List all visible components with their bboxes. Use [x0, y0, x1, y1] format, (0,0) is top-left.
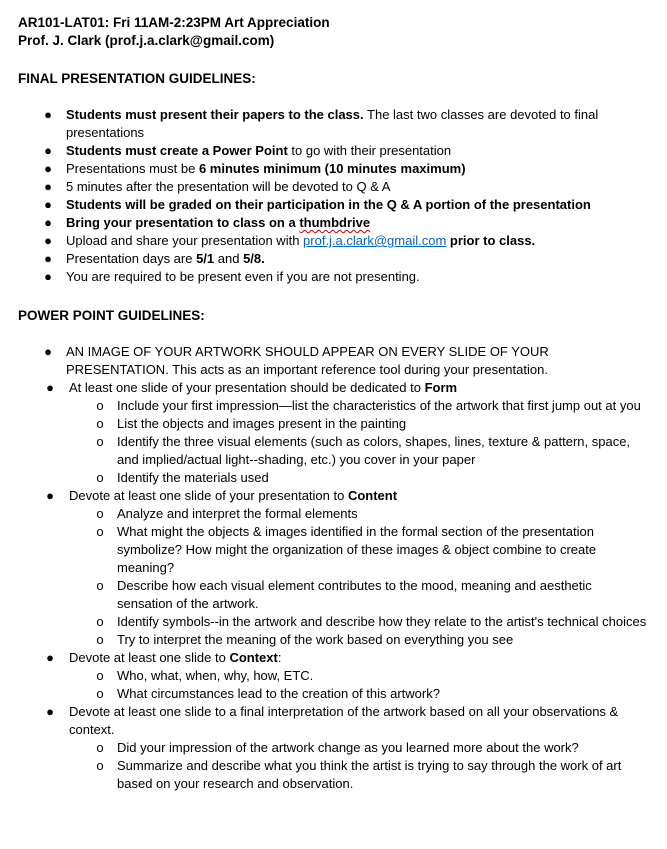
sub-list-item: [18, 685, 648, 703]
sub-list-item: [18, 757, 648, 793]
list-item: [18, 268, 648, 286]
bullet-icon: ●: [44, 161, 52, 176]
sub-item-text: Did your impression of the artwork change as you learned more about the work?: [117, 740, 579, 755]
item-bold-text: Students must create a Power Point: [66, 143, 288, 158]
circle-bullet-icon: o: [96, 506, 104, 521]
item-bold-text: Context: [229, 650, 278, 665]
item-bold-text: Students must present their papers to the class.: [66, 107, 364, 122]
sub-item-text: What might the objects & images identified in the formal section of the presentation symbolize? How might the organization of these images & object combine to create meaning?: [117, 524, 597, 575]
document-page: [18, 14, 648, 793]
circle-bullet-icon: o: [96, 668, 104, 683]
circle-bullet-icon: o: [96, 398, 104, 413]
bullet-icon: ●: [44, 269, 52, 284]
list-item: [18, 487, 648, 649]
item-text: :: [277, 650, 282, 665]
item-bold-text: 5/8.: [243, 251, 265, 266]
sub-item-text: List the objects and images present in the painting: [117, 416, 407, 431]
bullet-icon: ●: [44, 197, 52, 212]
item-text: and: [214, 251, 244, 266]
item-bold-text: Bring your presentation to class on a: [66, 215, 300, 230]
sub-item-text: Include your first impression—list the characteristics of the artwork that first jump out at you: [117, 398, 641, 413]
sub-list-item: [18, 415, 648, 433]
item-bold-text: Content: [347, 488, 398, 503]
interpretation-sublist: [69, 739, 648, 793]
sub-list-item: [18, 505, 648, 523]
form-sublist: [69, 397, 648, 487]
item-text: Presentation days are: [66, 251, 197, 266]
sub-list-item: [18, 433, 648, 469]
item-text: The last two classes are devoted to final presentations: [66, 107, 599, 140]
circle-bullet-icon: o: [96, 740, 104, 755]
item-bold-text: prior to class.: [449, 233, 536, 248]
circle-bullet-icon: o: [96, 434, 104, 449]
circle-bullet-icon: o: [96, 578, 104, 593]
bullet-icon: ●: [46, 380, 54, 395]
professor-line: Prof. J. Clark (prof.j.a.clark@gmail.com): [18, 33, 275, 48]
sub-item-text: Identify the materials used: [117, 470, 269, 485]
list-item: [18, 343, 648, 379]
list-item: [18, 649, 648, 703]
sub-item-text: Try to interpret the meaning of the work based on everything you see: [117, 632, 514, 647]
sub-list-item: [18, 631, 648, 649]
sub-item-text: Identify symbols--in the artwork and describe how they relate to the artist's technical choices: [117, 614, 647, 629]
item-text: Devote at least one slide of your presentation to: [69, 488, 348, 503]
sub-item-text: Analyze and interpret the formal elements: [117, 506, 358, 521]
bullet-icon: ●: [44, 215, 52, 230]
circle-bullet-icon: o: [96, 524, 104, 539]
sub-list-item: [18, 523, 648, 577]
item-text: AN IMAGE OF YOUR ARTWORK SHOULD APPEAR ON EVERY SLIDE OF YOUR PRESENTATION. This acts as an important reference tool during your presentation.: [66, 344, 549, 377]
item-text: At least one slide of your presentation should be dedicated to: [69, 380, 425, 395]
bullet-icon: ●: [44, 179, 52, 194]
power-point-list: [18, 343, 648, 793]
item-bold-text: 5/1: [196, 251, 215, 266]
sub-item-text: Describe how each visual element contributes to the mood, meaning and aesthetic sensation of the artwork.: [117, 578, 592, 611]
sub-item-text: What circumstances lead to the creation of this artwork?: [117, 686, 440, 701]
sub-item-text: Summarize and describe what you think the artist is trying to say through the work of art based on your research and observation.: [117, 758, 622, 791]
item-text: You are required to be present even if you are not presenting.: [66, 269, 420, 284]
sub-list-item: [18, 577, 648, 613]
context-sublist: [69, 667, 648, 703]
final-presentation-heading: FINAL PRESENTATION GUIDELINES:: [18, 71, 256, 86]
sub-list-item: [18, 469, 648, 487]
sub-item-text: Identify the three visual elements (such as colors, shapes, lines, texture & pattern, space, and implied/actual light--shading, etc.) you cover in your paper: [117, 434, 631, 467]
list-item: [18, 178, 648, 196]
bullet-icon: ●: [44, 107, 52, 122]
item-bold-text: Students will be graded on their participation in the Q & A portion of the presentation: [66, 197, 591, 212]
circle-bullet-icon: o: [96, 416, 104, 431]
email-link[interactable]: prof.j.a.clark@gmail.com: [303, 233, 447, 248]
bullet-icon: ●: [46, 650, 54, 665]
list-item: [18, 106, 648, 142]
content-sublist: [69, 505, 648, 649]
item-text: to go with their presentation: [287, 143, 452, 158]
list-item: [18, 250, 648, 268]
circle-bullet-icon: o: [96, 632, 104, 647]
item-text: Presentations must be: [66, 161, 199, 176]
list-item: [18, 196, 648, 214]
list-item: [18, 232, 648, 250]
circle-bullet-icon: o: [96, 758, 104, 773]
sub-item-text: Who, what, when, why, how, ETC.: [117, 668, 314, 683]
sub-list-item: [18, 739, 648, 757]
final-guidelines-list: [18, 106, 648, 286]
bullet-icon: ●: [44, 233, 52, 248]
bullet-icon: ●: [44, 344, 52, 359]
power-point-heading: POWER POINT GUIDELINES:: [18, 308, 205, 323]
item-text: Devote at least one slide to: [69, 650, 230, 665]
list-item: [18, 142, 648, 160]
spellcheck-word: thumbdrive: [299, 215, 371, 230]
list-item: [18, 703, 648, 793]
course-title: AR101-LAT01: Fri 11AM-2:23PM Art Appreciation: [18, 15, 330, 30]
bullet-icon: ●: [44, 251, 52, 266]
circle-bullet-icon: o: [96, 470, 104, 485]
list-item: [18, 160, 648, 178]
item-text: Upload and share your presentation with: [66, 233, 304, 248]
sub-list-item: [18, 667, 648, 685]
sub-list-item: [18, 613, 648, 631]
item-text: 5 minutes after the presentation will be devoted to Q & A: [66, 179, 391, 194]
list-item: [18, 379, 648, 487]
bullet-icon: ●: [44, 143, 52, 158]
list-item: [18, 214, 648, 232]
circle-bullet-icon: o: [96, 686, 104, 701]
bullet-icon: ●: [46, 488, 54, 503]
item-bold-text: Form: [424, 380, 458, 395]
circle-bullet-icon: o: [96, 614, 104, 629]
item-text: Devote at least one slide to a final interpretation of the artwork based on all your observations & context.: [69, 704, 619, 737]
sub-list-item: [18, 397, 648, 415]
bullet-icon: ●: [46, 704, 54, 719]
item-bold-text: 6 minutes minimum (10 minutes maximum): [198, 161, 466, 176]
